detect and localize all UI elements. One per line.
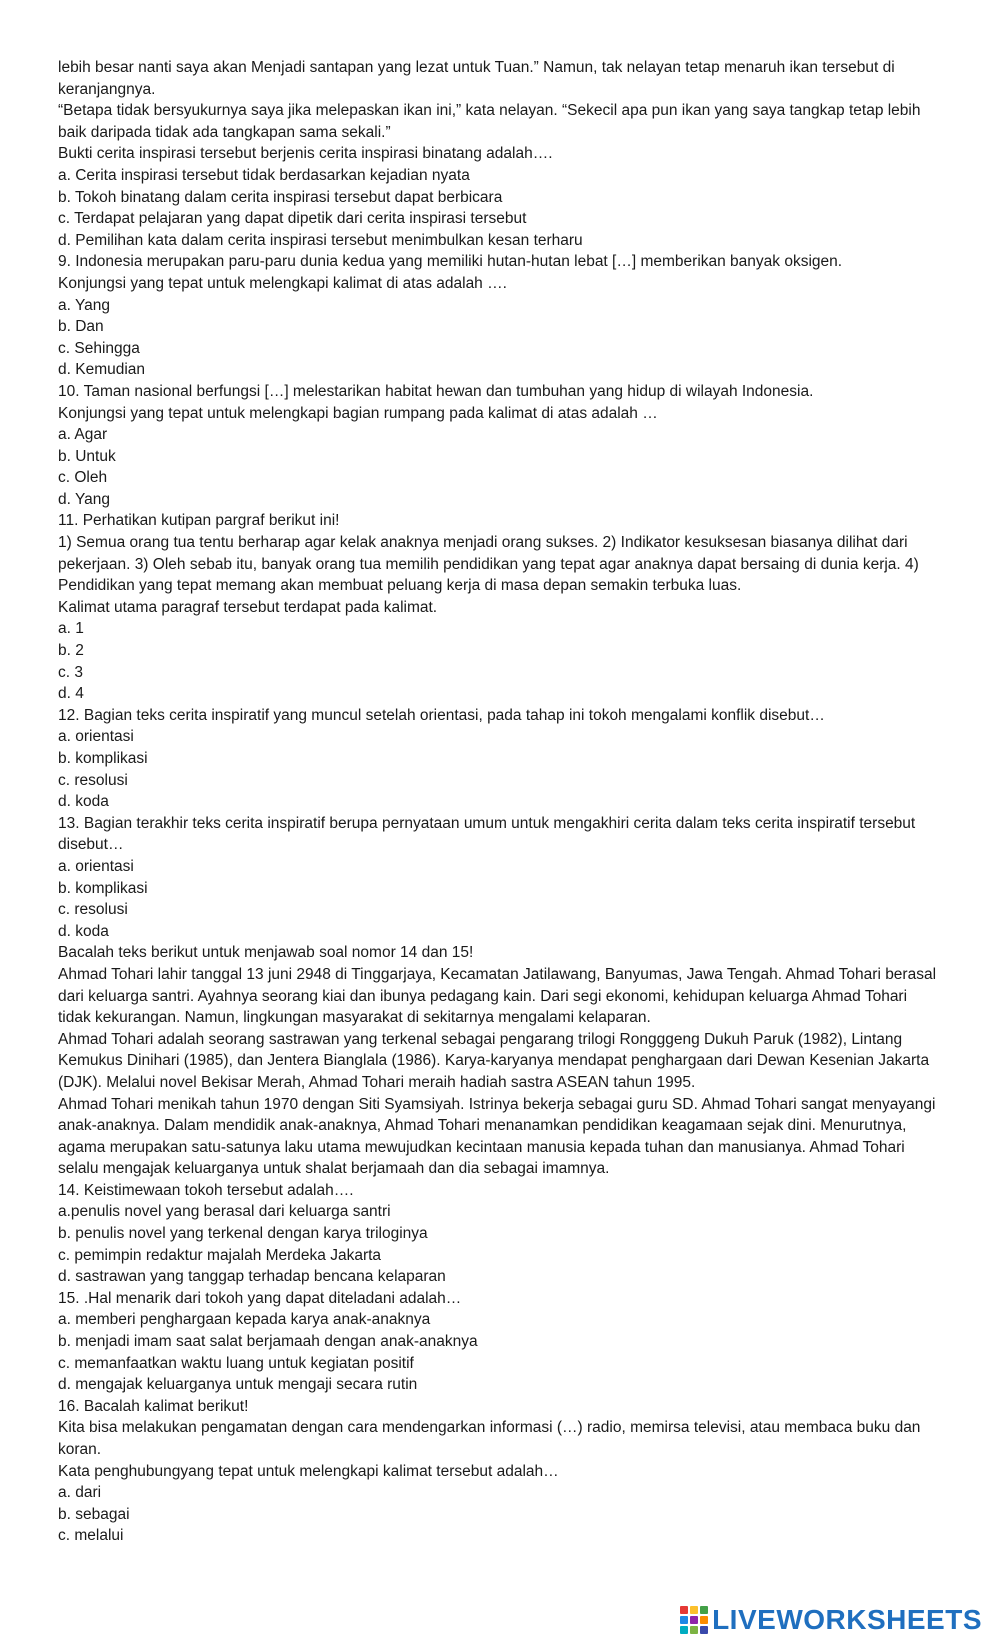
text-line: c. resolusi — [58, 901, 128, 919]
text-line: a. orientasi — [58, 728, 134, 746]
text-line: b. menjadi imam saat salat berjamaah dengan anak-anaknya — [58, 1333, 478, 1351]
text-line: c. Terdapat pelajaran yang dapat dipetik dari cerita inspirasi tersebut — [58, 210, 527, 228]
text-line: c. melalui — [58, 1527, 124, 1545]
text-line: b. komplikasi — [58, 750, 148, 767]
text-line: b. Tokoh binatang dalam cerita inspirasi tersebut dapat berbicara — [58, 188, 503, 206]
logo-square — [680, 1606, 688, 1614]
text-line: b. komplikasi — [58, 879, 148, 897]
text-line: 9. Indonesia merupakan paru-paru dunia kedua yang memiliki hutan-hutan lebat […] memberikan banyak oksigen. — [58, 253, 843, 271]
text-line: a. Yang — [58, 296, 111, 314]
logo-square — [680, 1626, 688, 1634]
brand-name: LIVEWORKSHEETS — [712, 1604, 982, 1635]
logo-square — [690, 1616, 698, 1624]
text-line: c. Oleh — [58, 469, 108, 487]
logo-square — [680, 1616, 688, 1624]
text-line: Kalimat utama paragraf tersebut terdapat pada kalimat. — [58, 598, 438, 616]
text-line: “Betapa tidak bersyukurnya saya jika melepaskan ikan ini,” kata nelayan. “Sekecil apa pun ikan yang saya tangkap tetap lebih baik daripada tidak ada tangkapan sama sekali.” — [58, 102, 921, 141]
text-line: a. Cerita inspirasi tersebut tidak berdasarkan kejadian nyata — [58, 166, 470, 184]
text-line: b. Untuk — [58, 447, 116, 465]
text-line: 13. Bagian terakhir teks cerita inspiratif berupa pernyataan umum untuk mengakhiri cerita dalam teks cerita inspiratif tersebut disebut… — [58, 814, 916, 854]
text-line: a. 1 — [58, 620, 84, 638]
text-line: 15. .Hal menarik dari tokoh yang dapat diteladani adalah… — [58, 1289, 462, 1307]
text-line: b. penulis novel yang terkenal dengan karya triloginya — [58, 1225, 428, 1243]
text-line: d. 4 — [58, 685, 84, 703]
text-line: d. Kemudian — [58, 361, 146, 379]
text-line: a. orientasi — [58, 857, 134, 875]
text-line: d. koda — [58, 793, 109, 811]
text-line: lebih besar nanti saya akan Menjadi santapan yang lezat untuk Tuan.” Namun, tak nelayan tetap menaruh ikan tersebut di keranjangnya. — [58, 59, 895, 98]
text-line: Konjungsi yang tepat untuk melengkapi bagian rumpang pada kalimat di atas adalah … — [58, 404, 658, 422]
text-line: Kata penghubungyang tepat untuk melengkapi kalimat tersebut adalah… — [58, 1462, 559, 1480]
text-line: Bukti cerita inspirasi tersebut berjenis cerita inspirasi binatang adalah…. — [58, 145, 553, 163]
text-line: c. memanfaatkan waktu luang untuk kegiatan positif — [58, 1354, 414, 1372]
logo-square — [690, 1606, 698, 1614]
text-line: 16. Bacalah kalimat berikut! — [58, 1397, 249, 1415]
text-line: Kita bisa melakukan pengamatan dengan cara mendengarkan informasi (…) radio, memirsa televisi, atau membaca buku dan koran. — [58, 1419, 921, 1458]
text-line: a. memberi penghargaan kepada karya anak-anaknya — [58, 1311, 431, 1329]
text-line: d. sastrawan yang tanggap terhadap bencana kelaparan — [58, 1268, 446, 1286]
logo-square — [700, 1626, 708, 1634]
text-line: a. Agar — [58, 426, 108, 444]
text-line: d. koda — [58, 922, 109, 940]
text-line: b. Dan — [58, 318, 104, 336]
text-line: b. 2 — [58, 642, 84, 660]
liveworksheets-logo-icon — [680, 1606, 708, 1634]
text-line: Konjungsi yang tepat untuk melengkapi kalimat di atas adalah …. — [58, 274, 507, 292]
logo-square — [700, 1616, 708, 1624]
footer-branding — [680, 1605, 982, 1635]
text-line: d. Pemilihan kata dalam cerita inspirasi tersebut menimbulkan kesan terharu — [58, 231, 583, 249]
text-line: c. 3 — [58, 663, 83, 681]
text-line: 1) Semua orang tua tentu berharap agar kelak anaknya menjadi orang sukses. 2) Indikator kesuksesan biasanya dilihat dari pekerjaan. 3) Oleh sebab itu, banyak orang tua memilih pendidikan yang tepat agar anaknya dapat bersaing di dunia kerja. 4) Pendidikan yang tepat memang akan membuat peluang kerja di masa depan semakin terbuka luas. — [58, 534, 919, 595]
text-line: c. resolusi — [58, 771, 128, 789]
text-line: 11. Perhatikan kutipan pargraf berikut ini! — [58, 512, 340, 530]
text-line: 10. Taman nasional berfungsi […] melestarikan habitat hewan dan tumbuhan yang hidup di wilayah Indonesia. — [58, 382, 814, 400]
text-line: 14. Keistimewaan tokoh tersebut adalah…. — [58, 1181, 354, 1199]
text-line: d. Yang — [58, 490, 111, 508]
text-line: a.penulis novel yang berasal dari keluarga santri — [58, 1203, 391, 1221]
text-line: 12. Bagian teks cerita inspiratif yang muncul setelah orientasi, pada tahap ini tokoh mengalami konflik disebut… — [58, 706, 825, 724]
text-line: c. Sehingga — [58, 339, 140, 357]
logo-square — [700, 1606, 708, 1614]
text-line: a. dari — [58, 1484, 102, 1502]
worksheet-text — [58, 57, 943, 1547]
text-line: Ahmad Tohari lahir tanggal 13 juni 2948 di Tinggarjaya, Kecamatan Jatilawang, Banyumas, Jawa Tengah. Ahmad Tohari berasal dari keluarga santri. Ayahnya seorang kiai dan ibunya pedagang kain. Dari segi ekonomi, kehidupan keluarga Ahmad Tohari tidak kekurangan. Namun, lingkungan masyarakat di sekitarnya mengalami kelaparan. — [58, 965, 937, 1027]
text-line: Ahmad Tohari menikah tahun 1970 dengan Siti Syamsiyah. Istrinya bekerja sebagai guru SD. Ahmad Tohari sangat menyayangi anak-anaknya. Dalam mendidik anak-anaknya, Ahmad Tohari menanamkan pendidikan keagamaan sejak dini. Menurutnya, agama merupakan satu-satunya laku utama mewujudkan kecintaan manusia kepada tuhan dan manusianya. Ahmad Tohari selalu mengajak keluarganya untuk shalat berjamaah dan dia sebagai imamnya. — [58, 1095, 936, 1178]
text-line: Ahmad Tohari adalah seorang sastrawan yang terkenal sebagai pengarang trilogi Rongggeng Dukuh Paruk (1982), Lintang Kemukus Dinihari (1985), dan Jentera Bianglala (1986). Karya-karyanya mendapat penghargaan dari Dewan Kesenian Jakarta (DJK). Melalui novel Bekisar Merah, Ahmad Tohari meraih hadiah sastra ASEAN tahun 1995. — [58, 1030, 930, 1091]
text-line: Bacalah teks berikut untuk menjawab soal nomor 14 dan 15! — [58, 944, 474, 962]
text-line: c. pemimpin redaktur majalah Merdeka Jakarta — [58, 1246, 382, 1264]
text-line: d. mengajak keluarganya untuk mengaji secara rutin — [58, 1376, 418, 1394]
logo-square — [690, 1626, 698, 1634]
text-line: b. sebagai — [58, 1505, 130, 1523]
